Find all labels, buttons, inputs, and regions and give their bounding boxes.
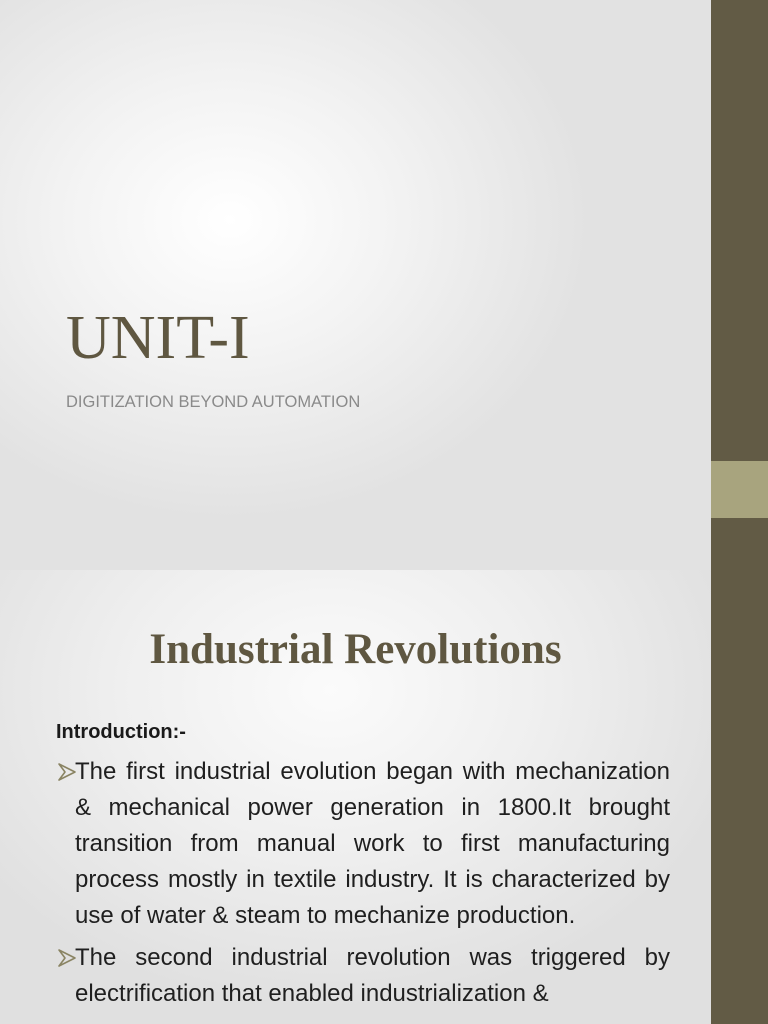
- bullet-text: The first industrial evolution began with mechanization & mechanical power generation in 1800.It brought transition from manual work to first manufacturing process mostly in textile industry. It is characterized by use of water & steam to mechanize production.: [75, 758, 670, 929]
- arrow-bullet-icon: [56, 754, 78, 790]
- bullet-item: [56, 754, 670, 934]
- side-decoration-accent: [711, 461, 768, 518]
- bullet-item: [56, 940, 670, 1012]
- bullet-text: The second industrial revolution was triggered by electrification that enabled industrialization &: [75, 944, 670, 1007]
- section-title: Industrial Revolutions: [149, 626, 562, 673]
- intro-heading: Introduction:-: [56, 721, 186, 743]
- slide-title: UNIT-I: [66, 304, 250, 372]
- arrow-bullet-icon: [56, 940, 78, 976]
- bullet-list: [56, 754, 670, 1018]
- slide-subtitle: DIGITIZATION BEYOND AUTOMATION: [66, 393, 361, 411]
